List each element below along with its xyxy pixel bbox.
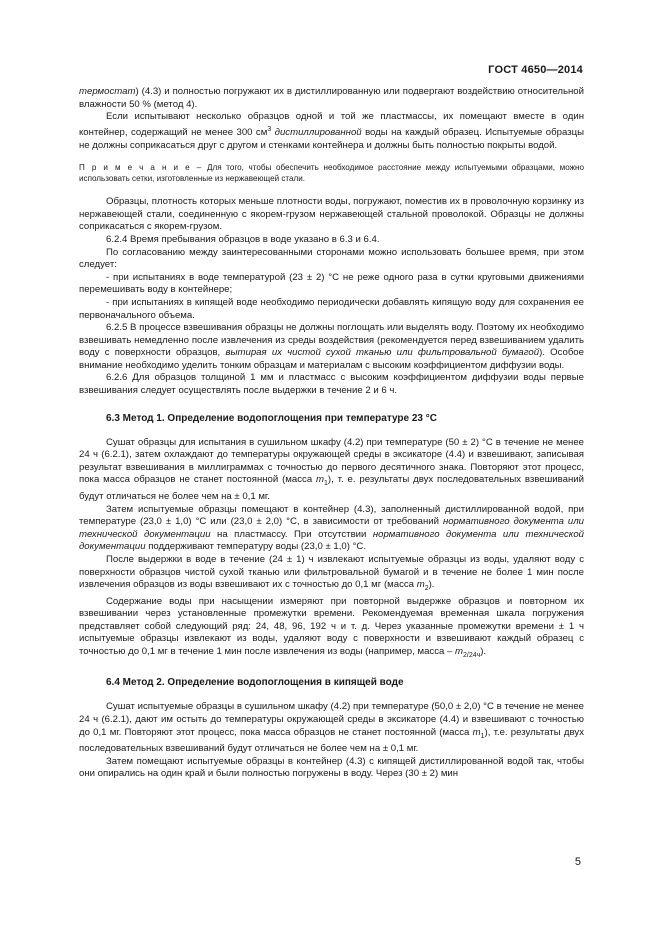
paragraph: Затем помещают испытуемые образцы в контейнер (4.3) с кипящей дистиллированной водой так, чтобы они опирались на один край и были полностью погружены в воду. Через (30 ± 2) мин	[79, 755, 584, 780]
document-header-code: ГОСТ 4650—2014	[488, 64, 583, 76]
paragraph: Сушат испытуемые образцы в сушильном шкафу (4.2) при температуре (50,0 ± 2,0) °С в течение не менее 24 ч (6.2.1), дают им остыть до температуры окружающей среды в эксикаторе (4.4) и взвешивают с точностью до 0,1 мг. Повторяют этот процесс, пока масса образцов не станет постоянной (масса $m_1$), т.е. результаты двух последовательных взвешиваний будут отличаться не более чем на ± 0,1 мг.	[79, 701, 584, 755]
list-item: - при испытаниях в кипящей воде необходимо периодически добавлять кипящую воду для сохранения ее первоначального объема.	[79, 296, 584, 321]
paragraph: Сушат образцы для испытания в сушильном шкафу (4.2) при температуре (50 ± 2) °С в течение не менее 24 ч (6.2.1), затем охлаждают до температуры окружающей среды в эксикаторе (4.4) и взвешивают, записывая результат взвешивания в миллиграммах с точностью до первого десятичного знака. Повторяют этот процесс, пока масса образцов не станет постоянной (масса $m_1$), т. е. результаты двух последовательных взвешиваний будут отличаться не более чем на ± 0,1 мг.	[79, 436, 584, 502]
paragraph: термостат) (4.3) и полностью погружают их в дистиллированную или подвергают воздействию относительной влажности 50 % (метод 4).	[79, 86, 584, 110]
paragraph: По согласованию между заинтересованными сторонами можно использовать большее время, при этом следует:	[79, 246, 584, 271]
paragraph: После выдержки в воде в течение (24 ± 1) ч извлекают испытуемые образцы из воды, удаляют воду с поверхности образцов чистой сухой тканью или фильтровальной бумагой и в течение не более 1 мин после извлечения образцов из воды взвешивают их с точностью до 0,1 мг (масса $m_2$).	[79, 553, 584, 592]
paragraph: Образцы, плотность которых меньше плотности воды, погружают, поместив их в проволочную корзинку из нержавеющей стали, соединенную с якорем-грузом нержавеющей стальной проволокой. Образцы не должны соприкасаться с якорем-грузом.	[79, 196, 584, 233]
section-heading: 6.3 Метод 1. Определение водопоглощения при температуре 23 °С	[106, 412, 437, 424]
paragraph: Затем испытуемые образцы помещают в контейнер (4.3), заполненный дистиллированной водой, при температуре (23,0 ± 1,0) °С или (23,0 ± 2,0) °С, в зависимости от требований нормативного документа или технической документации на пластмассу. При отсутствии нормативного документа или технической документации поддерживают температуру воды (23,0 ± 1,0) °С.	[79, 503, 584, 553]
list-item: - при испытаниях в воде температурой (23 ± 2) °С не реже одного раза в сутки круговыми движениями перемешивать воду в контейнере;	[79, 271, 584, 296]
document-body	[79, 86, 584, 781]
paragraph: 6.2.6 Для образцов толщиной 1 мм и пластмасс с высоким коэффициентом диффузии воды первые взвешивания следует осуществлять после выдержки в течение 2 и 6 ч.	[79, 372, 584, 397]
page-number: 5	[574, 856, 581, 868]
paragraph: Если испытывают несколько образцов одной и той же пластмассы, их помещают вместе в один контейнер, содержащий не менее 300 $см^3$ дистиллированной воды на каждый образец. Испытуемые образцы не должны соприкасаться друг с другом и стенками контейнера и должны быть полностью покрыты водой.	[79, 111, 584, 151]
paragraph: Содержание воды при насыщении измеряют при повторной выдержке образцов и повторном их взвешивании через установленные промежутки времени. Рекомендуемая временная шкала погружения представляет собой следующий ряд: 24, 48, 96, 192 ч и т. д. Через указанные промежутки времени ± 1 ч испытуемые образцы извлекают из воды, удаляют воду с поверхности и взвешивают каждый образец с точностью до 0,1 мг в течение 1 мин после извлечения из воды (например, масса – $m_{2/24ч}$).	[79, 595, 584, 659]
paragraph: 6.2.4 Время пребывания образцов в воде указано в 6.3 и 6.4.	[106, 233, 380, 245]
paragraph: 6.2.5 В процессе взвешивания образцы не должны поглощать или выделять воду. Поэтому их необходимо взвешивать немедленно после извлечения из среды воздействия (рекомендуется перед взвешиванием удалить воду с поверхности образцов, вытирая их чистой сухой тканью или фильтровальной бумагой). Особое внимание необходимо уделить тонким образцам и материалам с высоким коэффициентом диффузии воды.	[79, 322, 584, 371]
note: П р и м е ч а н и е – Для того, чтобы обеспечить необходимое расстояние между испытуемыми образцами, можно использовать сетки, изготовленные из нержавеющей стали.	[79, 163, 584, 183]
section-heading: 6.4 Метод 2. Определение водопоглощения в кипящей воде	[106, 677, 404, 689]
